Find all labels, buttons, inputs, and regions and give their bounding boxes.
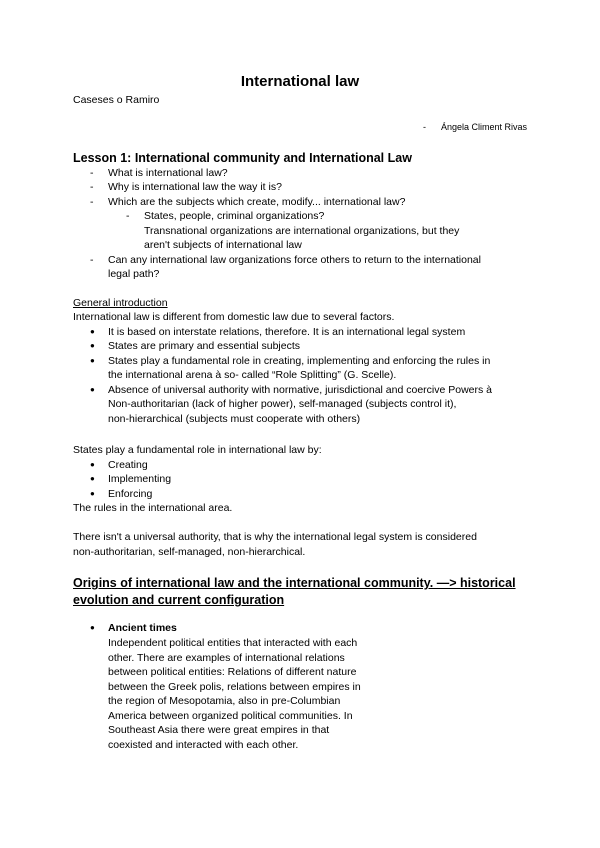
bullet-marker: ● — [90, 327, 95, 336]
origins-heading-continuation: evolution and current configuration — [73, 593, 285, 607]
bullet-marker: ● — [90, 623, 95, 632]
bullet-marker: ● — [90, 385, 95, 394]
states-role-text: States play a fundamental role in international law by: — [73, 444, 322, 456]
ancient-times-line: between political entities: Relations of different nature — [108, 666, 357, 678]
dash-marker: - — [90, 196, 94, 208]
ancient-times-line: America between organized political communities. In — [108, 710, 353, 722]
sub-note-line: aren't subjects of international law — [144, 239, 302, 251]
bullet-text: Implementing — [108, 473, 172, 485]
bullet-marker: ● — [90, 474, 95, 483]
bullet-marker: ● — [90, 356, 95, 365]
bullet-text: It is based on interstate relations, therefore. It is an international legal system — [108, 326, 466, 338]
dash-marker: - — [90, 181, 94, 193]
question-text: Why is international law the way it is? — [108, 181, 282, 193]
bullet-text: States play a fundamental role in creating, implementing and enforcing the rules in — [108, 355, 491, 367]
sub-note-line: Transnational organizations are international organizations, but they — [144, 225, 460, 237]
ancient-times-label: Ancient times — [108, 622, 177, 634]
ancient-times-line: Independent political entities that interacted with each — [108, 637, 358, 649]
bullet-text: Creating — [108, 459, 148, 471]
bullet-marker: ● — [90, 460, 95, 469]
bullet-text: States are primary and essential subjects — [108, 340, 301, 352]
bullet-marker: ● — [90, 489, 95, 498]
question-text: Can any international law organizations force others to return to the international — [108, 254, 481, 266]
bullet-marker: ● — [90, 341, 95, 350]
ancient-times-line: the region of Mesopotamia, also in pre-Columbian — [108, 695, 341, 707]
dash-marker: - — [126, 210, 130, 222]
rules-text: The rules in the international area. — [73, 502, 233, 514]
ancient-times-line: other. There are examples of international relations — [108, 652, 345, 664]
ancient-times-line: Southeast Asia there were great empires in that — [108, 724, 330, 736]
general-intro-heading: General introduction — [73, 297, 168, 309]
ancient-times-line: coexisted and interacted with each other. — [108, 739, 299, 751]
bullet-continuation: non-hierarchical (subjects must cooperate with others) — [108, 413, 361, 425]
dash-marker: - — [90, 167, 94, 179]
bullet-text: Enforcing — [108, 488, 153, 500]
dash-marker: - — [90, 254, 94, 266]
question-continuation: legal path? — [108, 268, 160, 280]
document-title: International law — [240, 73, 360, 90]
bullet-text: Absence of universal authority with normative, jurisdictional and coercive Powers à — [108, 384, 493, 396]
ancient-times-line: between the Greek polis, relations between empires in — [108, 681, 361, 693]
general-intro-text: International law is different from domestic law due to several factors. — [73, 311, 395, 323]
document-subtitle: Caseses o Ramiro — [73, 94, 160, 106]
question-text: Which are the subjects which create, modify... international law? — [108, 196, 406, 208]
author-name: Ángela Climent Rivas — [441, 122, 528, 132]
bullet-continuation: the international arena à so- called “Role Splitting” (G. Scelle). — [108, 369, 397, 381]
no-authority-line: non-authoritarian, self-managed, non-hierarchical. — [73, 546, 306, 558]
lesson-heading: Lesson 1: International community and International Law — [73, 151, 412, 165]
question-text: What is international law? — [108, 167, 228, 179]
no-authority-line: There isn't a universal authority, that is why the international legal system is considered — [73, 531, 477, 543]
origins-heading: Origins of international law and the international community. —> historical — [73, 576, 516, 590]
author-dash: - — [423, 122, 426, 132]
sub-question-text: States, people, criminal organizations? — [144, 210, 325, 222]
bullet-continuation: Non-authoritarian (lack of higher power), self-managed (subjects control it), — [108, 398, 457, 410]
